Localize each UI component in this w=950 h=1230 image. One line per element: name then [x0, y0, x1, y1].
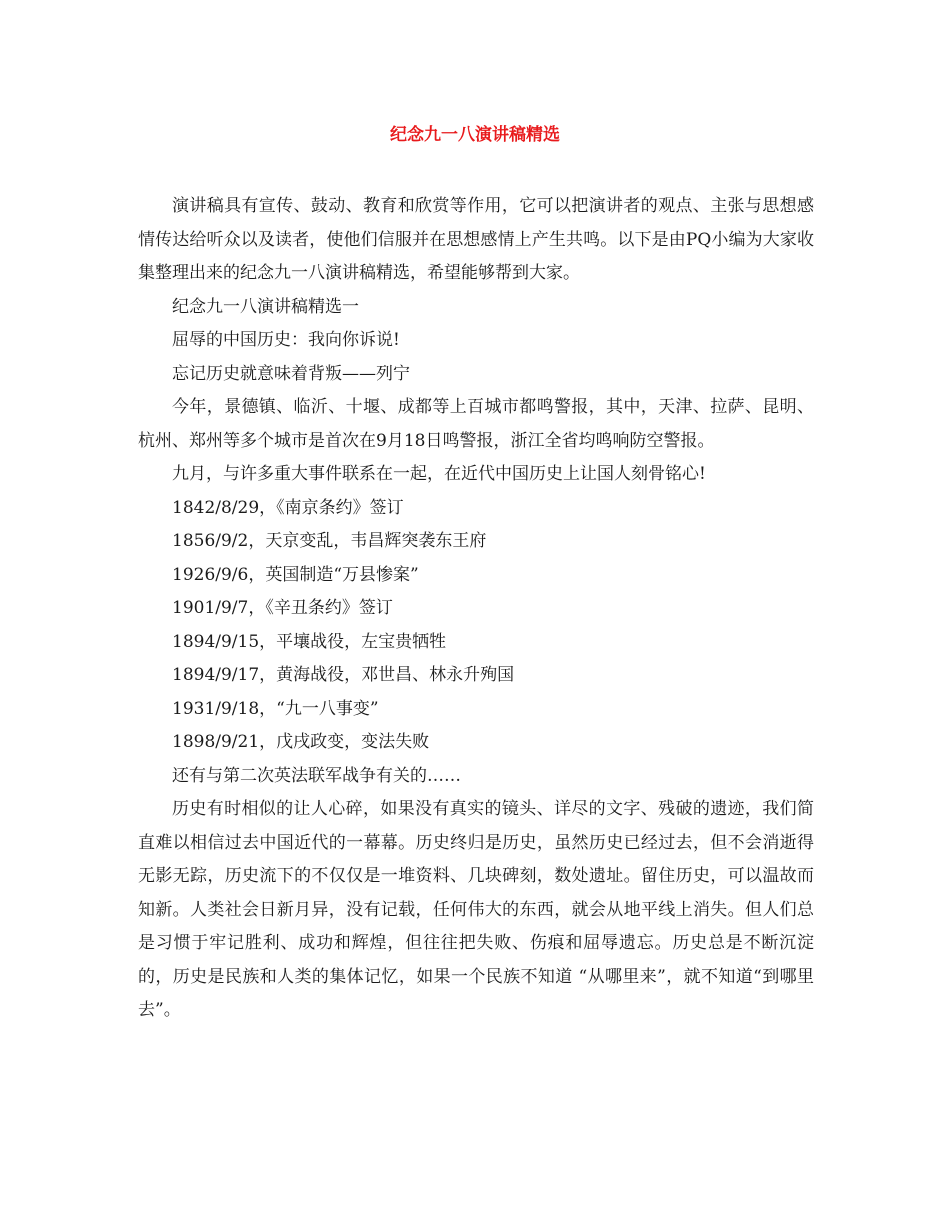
paragraph-september: 九月，与许多重大事件联系在一起，在近代中国历史上让国人刻骨铭心! [172, 464, 706, 484]
timeline-item: 1898/9/21，戊戌政变，变法失败 [172, 732, 430, 752]
paragraph-subtitle: 屈辱的中国历史：我向你诉说! [172, 330, 400, 350]
timeline-item: 1842/8/29，《南京条约》签订 [172, 497, 404, 518]
timeline-item: 1894/9/15，平壤战役，左宝贵牺牲 [172, 631, 447, 652]
timeline-item: 1926/9/6，英国制造“万县惨案” [172, 564, 419, 585]
paragraph-alarm: 今年，景德镇、临沂、十堰、成都等上百城市都鸣警报，其中，天津、拉萨、昆明、杭州、郑州等多个城市是首次在9月18日鸣警报，浙江全省均鸣响防空警报。 [138, 397, 814, 451]
timeline-item: 1931/9/18，“九一八事变” [172, 698, 379, 719]
paragraph-history: 历史有时相似的让人心碎，如果没有真实的镜头、详尽的文字、残破的遗迹，我们简直难以相信过去中国近代的一幕幕。历史终归是历史，虽然历史已经过去，但不会消逝得无影无踪，历史流下的不仅仅是一堆资料、几块碑刻，数处遗址。留住历史，可以温故而知新。人类社会日新月异，没有记载，任何伟大的东西，就会从地平线上消失。但人们总是习惯于牢记胜利、成功和辉煌，但往往把失败、伤痕和屈辱遗忘。历史总是不断沉淀的，历史是民族和人类的集体记忆，如果一个民族不知道 “从哪里来”，就不知道“到哪里去”。 [138, 799, 814, 1020]
timeline-item: 1856/9/2，天京变乱，韦昌辉突袭东王府 [172, 531, 487, 551]
paragraph-ellipsis: 还有与第二次英法联军战争有关的…… [172, 765, 461, 786]
document-body [138, 190, 814, 1028]
paragraph-intro: 演讲稿具有宣传、鼓动、教育和欣赏等作用，它可以把演讲者的观点、主张与思想感情传达给听众以及读者，使他们信服并在思想感情上产生共鸣。以下是由PQ小编为大家收集整理出来的纪念九一八演讲稿精选，希望能够帮到大家。 [138, 196, 814, 283]
timeline-item: 1901/9/7，《辛丑条约》签订 [172, 598, 393, 618]
timeline-item: 1894/9/17，黄海战役，邓世昌、林永升殉国 [172, 665, 515, 685]
paragraph-section-heading: 纪念九一八演讲稿精选一 [172, 296, 359, 317]
document-title: 纪念九一八演讲稿精选 [390, 125, 560, 145]
paragraph-quote: 忘记历史就意味着背叛——列宁 [172, 363, 410, 384]
